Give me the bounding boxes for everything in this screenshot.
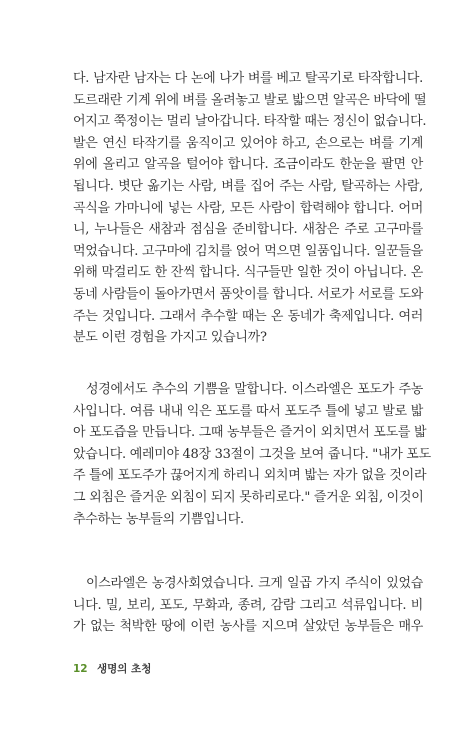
text-line: 어지고 쭉정이는 멀리 날아갑니다. 타작할 때는 정신이 없습니다.: [73, 114, 427, 130]
text-line: 성경에서도 추수의 기쁨을 말합니다. 이스라엘은 포도가 주농: [86, 382, 423, 397]
text-line: 그 외침은 즐거운 외침이 되지 못하리로다." 즐거운 외침, 이것이: [73, 489, 424, 505]
text-line: 니다. 밀, 보리, 포도, 무화과, 종려, 감람 그리고 석류입니다. 비: [73, 597, 423, 613]
text-line: 니, 누나들은 새참과 점심을 준비합니다. 새참은 주로 고구마를: [73, 222, 423, 238]
text-line: 됩니다. 볏단 옮기는 사람, 벼를 집어 주는 사람, 탈곡하는 사람,: [73, 178, 423, 194]
text-line: 도르래란 기계 위에 벼를 올려놓고 발로 밟으면 알곡은 바닥에 떨: [73, 92, 427, 108]
text-line: 위에 올리고 알곡을 털어야 합니다. 조금이라도 한눈을 팔면 안: [73, 157, 423, 173]
paragraph-2: [73, 379, 431, 530]
text-line: 았습니다. 예레미야 48장 33절이 그것을 보여 줍니다. "내가 포도: [73, 446, 431, 462]
text-line: 이스라엘은 농경사회였습니다. 크게 일곱 가지 주식이 있었습: [86, 576, 423, 591]
text-line: 먹었습니다. 고구마에 김치를 얹어 먹으면 일품입니다. 일꾼들을: [73, 243, 423, 259]
text-line: 아 포도즙을 만듭니다. 그때 농부들은 즐거이 외치면서 포도를 밟: [73, 425, 427, 441]
text-line: 분도 이런 경험을 가지고 있습니까?: [73, 330, 267, 346]
text-line: 주 틀에 포도주가 끊어지게 하리니 외치며 밟는 자가 없을 것이라: [73, 468, 427, 484]
text-line: 가 없는 척박한 땅에 이런 농사를 지으며 살았던 농부들은 매우: [73, 619, 423, 635]
text-line: 발은 연신 타작기를 움직이고 있어야 하고, 손으로는 벼를 기계: [73, 135, 423, 151]
text-line: 다. 남자란 남자는 다 논에 나가 벼를 베고 탈곡기로 타작합니다.: [73, 71, 423, 86]
page-footer: [73, 661, 151, 676]
text-line: 추수하는 농부들의 기쁨입니다.: [73, 511, 244, 527]
text-line: 위해 막걸리도 한 잔씩 합니다. 식구들만 일한 것이 아닙니다. 온: [73, 265, 423, 281]
running-title: 생명의 초청: [96, 663, 152, 675]
text-line: 사입니다. 여름 내내 익은 포도를 따서 포도주 틀에 넣고 발로 밟: [73, 403, 423, 419]
text-line: 주는 것입니다. 그래서 추수할 때는 온 동네가 축제입니다. 여러: [73, 308, 423, 324]
text-line: 곡식을 가마니에 넣는 사람, 모든 사람이 합력해야 합니다. 어머: [73, 200, 423, 216]
paragraph-1: [73, 68, 427, 349]
text-line: 동네 사람들이 돌아가면서 품앗이를 합니다. 서로가 서로를 도와: [73, 286, 423, 302]
paragraph-3: [73, 573, 423, 638]
page-number: 12: [73, 663, 88, 675]
